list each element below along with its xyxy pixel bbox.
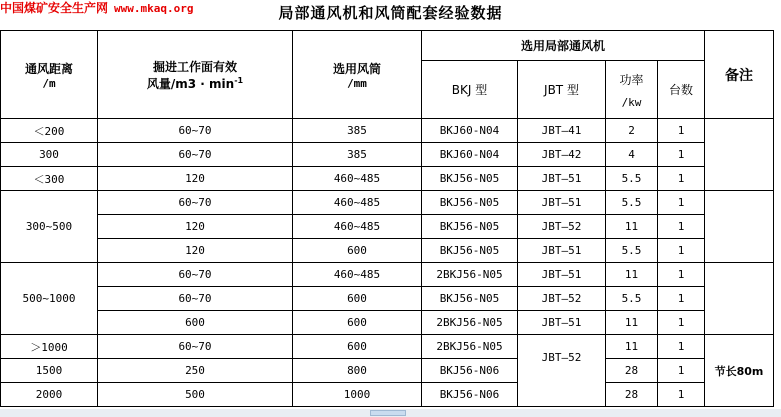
cell-bkj: BKJ56-N05 xyxy=(422,191,518,215)
table-row xyxy=(1,119,774,143)
horizontal-scrollbar[interactable] xyxy=(0,409,781,417)
cell-power: 11 xyxy=(606,335,658,359)
header-airflow-line1: 掘进工作面有效 xyxy=(152,59,237,74)
cell-count: 1 xyxy=(658,311,705,335)
cell-count: 1 xyxy=(658,359,705,383)
header-jbt: JBT 型 xyxy=(518,61,606,119)
cell-bkj: BKJ56-N06 xyxy=(422,359,518,383)
header-remark: 备注 xyxy=(705,31,774,119)
cell-airflow: 60~70 xyxy=(98,119,293,143)
table-row xyxy=(1,311,774,335)
cell-count: 1 xyxy=(658,215,705,239)
cell-distance: 2000 xyxy=(1,383,98,407)
cell-airflow: 60~70 xyxy=(98,287,293,311)
cell-airflow: 60~70 xyxy=(98,335,293,359)
cell-airflow: 60~70 xyxy=(98,143,293,167)
header-distance-label: 通风距离 xyxy=(24,61,73,76)
cell-distance: 500~1000 xyxy=(1,263,98,335)
header-airflow-line2 xyxy=(98,75,292,92)
table-row xyxy=(1,359,774,383)
table-row xyxy=(1,239,774,263)
cell-power: 2 xyxy=(606,119,658,143)
cell-power: 11 xyxy=(606,263,658,287)
header-power-label: 功率 xyxy=(619,72,644,87)
cell-count: 1 xyxy=(658,167,705,191)
cell-distance: 300~500 xyxy=(1,191,98,263)
cell-duct: 600 xyxy=(293,335,422,359)
cell-bkj: 2BKJ56-N05 xyxy=(422,335,518,359)
cell-duct: 800 xyxy=(293,359,422,383)
header-bkj: BKJ 型 xyxy=(422,61,518,119)
scrollbar-thumb[interactable] xyxy=(370,410,406,416)
cell-duct: 600 xyxy=(293,239,422,263)
cell-count: 1 xyxy=(658,383,705,407)
cell-airflow: 120 xyxy=(98,239,293,263)
cell-airflow: 600 xyxy=(98,311,293,335)
table-row xyxy=(1,167,774,191)
cell-airflow: 60~70 xyxy=(98,263,293,287)
cell-jbt: JBT—52 xyxy=(518,335,606,407)
header-duct xyxy=(293,31,422,119)
cell-remark xyxy=(705,119,774,191)
header-distance xyxy=(1,31,98,119)
header-duct-unit: /mm xyxy=(347,76,367,90)
cell-jbt: JBT—52 xyxy=(518,215,606,239)
cell-distance: 300 xyxy=(1,143,98,167)
header-airflow-exponent: -1 xyxy=(234,75,244,85)
ventilation-table xyxy=(0,30,774,407)
cell-jbt: JBT—51 xyxy=(518,191,606,215)
cell-bkj: BKJ60-N04 xyxy=(422,143,518,167)
header-airflow-unit: 风量/m3 · min xyxy=(146,76,235,91)
header-duct-label: 选用风筒 xyxy=(332,61,381,76)
cell-jbt: JBT—42 xyxy=(518,143,606,167)
cell-airflow: 500 xyxy=(98,383,293,407)
cell-remark xyxy=(705,263,774,335)
cell-power: 5.5 xyxy=(606,191,658,215)
cell-airflow: 60~70 xyxy=(98,191,293,215)
cell-jbt: JBT—41 xyxy=(518,119,606,143)
cell-power: 11 xyxy=(606,215,658,239)
cell-bkj: 2BKJ56-N05 xyxy=(422,263,518,287)
header-distance-unit: /m xyxy=(42,76,56,90)
header-count: 台数 xyxy=(658,61,705,119)
cell-power: 28 xyxy=(606,383,658,407)
cell-power: 11 xyxy=(606,311,658,335)
cell-count: 1 xyxy=(658,335,705,359)
cell-bkj: BKJ56-N05 xyxy=(422,239,518,263)
cell-duct: 460~485 xyxy=(293,191,422,215)
cell-duct: 600 xyxy=(293,287,422,311)
cell-distance: 1500 xyxy=(1,359,98,383)
cell-bkj: BKJ56-N05 xyxy=(422,215,518,239)
cell-duct: 385 xyxy=(293,143,422,167)
cell-bkj: 2BKJ56-N05 xyxy=(422,311,518,335)
cell-remark xyxy=(705,191,774,263)
table-row xyxy=(1,263,774,287)
cell-jbt: JBT—51 xyxy=(518,239,606,263)
cell-count: 1 xyxy=(658,239,705,263)
cell-count: 1 xyxy=(658,191,705,215)
cell-jbt: JBT—51 xyxy=(518,311,606,335)
cell-bkj: BKJ56-N06 xyxy=(422,383,518,407)
cell-duct: 385 xyxy=(293,119,422,143)
cell-power: 28 xyxy=(606,359,658,383)
table-row xyxy=(1,191,774,215)
cell-distance: ＞1000 xyxy=(1,335,98,359)
table-row xyxy=(1,143,774,167)
cell-count: 1 xyxy=(658,119,705,143)
table-row xyxy=(1,215,774,239)
cell-jbt: JBT—52 xyxy=(518,287,606,311)
cell-bkj: BKJ56-N05 xyxy=(422,287,518,311)
cell-count: 1 xyxy=(658,143,705,167)
cell-duct: 460~485 xyxy=(293,215,422,239)
brand-name: 中国煤矿安全生产网 xyxy=(0,1,109,15)
brand-url: www.mkaq.org xyxy=(114,2,194,15)
cell-duct: 460~485 xyxy=(293,263,422,287)
cell-airflow: 120 xyxy=(98,215,293,239)
cell-count: 1 xyxy=(658,287,705,311)
header-power-unit: /kw xyxy=(621,95,642,109)
cell-jbt: JBT—51 xyxy=(518,167,606,191)
cell-distance: ＜300 xyxy=(1,167,98,191)
cell-duct: 1000 xyxy=(293,383,422,407)
header-fan-group: 选用局部通风机 xyxy=(422,31,705,61)
cell-count: 1 xyxy=(658,263,705,287)
cell-power: 4 xyxy=(606,143,658,167)
header-airflow xyxy=(98,31,293,119)
table-row xyxy=(1,383,774,407)
cell-jbt: JBT—51 xyxy=(518,263,606,287)
cell-airflow: 120 xyxy=(98,167,293,191)
cell-bkj: BKJ60-N04 xyxy=(422,119,518,143)
table-row xyxy=(1,335,774,359)
cell-duct: 600 xyxy=(293,311,422,335)
cell-remark-note: 节长80m xyxy=(705,335,774,407)
header-power xyxy=(606,61,658,119)
page-title: 局部通风机和风筒配套经验数据 xyxy=(278,4,503,22)
cell-duct: 460~485 xyxy=(293,167,422,191)
cell-power: 5.5 xyxy=(606,287,658,311)
cell-power: 5.5 xyxy=(606,239,658,263)
cell-bkj: BKJ56-N05 xyxy=(422,167,518,191)
cell-airflow: 250 xyxy=(98,359,293,383)
table-row xyxy=(1,287,774,311)
cell-power: 5.5 xyxy=(606,167,658,191)
cell-distance: ＜200 xyxy=(1,119,98,143)
